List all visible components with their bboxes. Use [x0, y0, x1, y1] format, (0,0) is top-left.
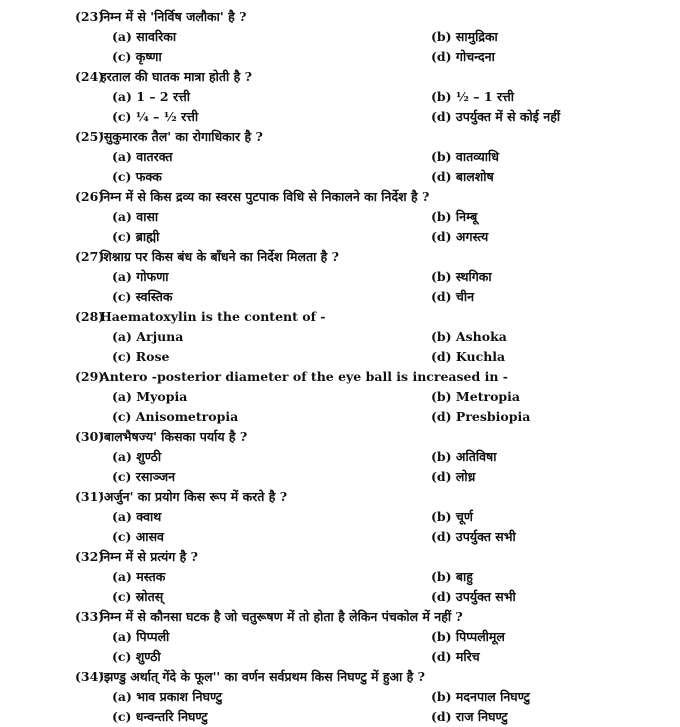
question-number: (26)	[75, 189, 105, 204]
answer-option: (a) गोफणा	[112, 269, 169, 284]
option-row	[0, 507, 680, 527]
answer-option: (d) गोचन्दना	[431, 49, 495, 64]
question-row	[0, 607, 680, 627]
answer-option: (d) उपर्युक्त सभी	[431, 589, 516, 604]
question-block	[0, 307, 680, 367]
option-row	[0, 167, 680, 187]
question-block	[0, 247, 680, 307]
answer-option: (b) स्थगिका	[431, 269, 492, 284]
answer-option: (a) Arjuna	[112, 329, 184, 344]
question-number: (24)	[75, 69, 105, 84]
question-text: Haematoxylin is the content of -	[100, 309, 326, 324]
question-block	[0, 667, 680, 727]
answer-option: (a) वासा	[112, 209, 159, 224]
question-row	[0, 7, 680, 27]
question-text: निम्न में से कौनसा घटक है जो चतुरूषण में तो होता है लेकिन पंचकोल में नहीं ?	[100, 609, 463, 624]
answer-option: (c) रसाञ्जन	[112, 469, 176, 484]
question-number: (30)	[75, 429, 105, 444]
answer-option: (b) Metropia	[431, 389, 520, 404]
answer-option: (d) उपर्युक्त सभी	[431, 529, 516, 544]
question-row	[0, 307, 680, 327]
answer-option: (b) निम्बू	[431, 209, 478, 224]
question-row	[0, 247, 680, 267]
answer-option: (a) क्वाथ	[112, 509, 162, 524]
question-text: शिश्नाग्र पर किस बंध के बाँधने का निर्देश मिलता है ?	[100, 249, 339, 264]
question-row	[0, 427, 680, 447]
option-row	[0, 347, 680, 367]
answer-option: (c) शुण्ठी	[112, 649, 161, 664]
question-block	[0, 67, 680, 127]
question-row	[0, 187, 680, 207]
option-row	[0, 227, 680, 247]
answer-option: (b) Ashoka	[431, 329, 507, 344]
answer-option: (a) मस्तक	[112, 569, 166, 584]
question-list	[0, 7, 680, 727]
question-row	[0, 127, 680, 147]
question-number: (33)	[75, 609, 105, 624]
option-row	[0, 287, 680, 307]
answer-option: (d) अगस्त्य	[431, 229, 489, 244]
answer-option: (a) Myopia	[112, 389, 188, 404]
option-row	[0, 147, 680, 167]
question-number: (23)	[75, 9, 105, 24]
answer-option: (a) पिप्पली	[112, 629, 170, 644]
answer-option: (b) पिप्पलीमूल	[431, 629, 505, 644]
option-row	[0, 87, 680, 107]
question-text: निम्न में से 'निर्विष जलौका' है ?	[100, 9, 247, 24]
question-number: (27)	[75, 249, 105, 264]
question-text: 'अर्जुन' का प्रयोग किस रूप में करते है ?	[100, 489, 288, 504]
question-block	[0, 7, 680, 67]
question-row	[0, 487, 680, 507]
question-row	[0, 367, 680, 387]
answer-option: (d) Presbiopia	[431, 409, 531, 424]
answer-option: (a) शुण्ठी	[112, 449, 162, 464]
answer-option: (c) ¼ – ½ रत्ती	[112, 109, 199, 124]
answer-option: (c) स्रोतस्	[112, 589, 164, 604]
option-row	[0, 467, 680, 487]
question-number: (25)	[75, 129, 105, 144]
question-block	[0, 547, 680, 607]
option-row	[0, 647, 680, 667]
option-row	[0, 267, 680, 287]
answer-option: (d) लोध्र	[431, 469, 476, 484]
answer-option: (c) ब्राह्मी	[112, 229, 160, 244]
question-block	[0, 607, 680, 667]
question-number: (34)	[75, 669, 105, 684]
answer-option: (c) कृष्णा	[112, 49, 162, 64]
option-row	[0, 687, 680, 707]
option-row	[0, 47, 680, 67]
question-block	[0, 427, 680, 487]
answer-option: (a) भाव प्रकाश निघण्टु	[112, 689, 223, 704]
answer-option: (b) सामुद्रिका	[431, 29, 498, 44]
option-row	[0, 707, 680, 727]
question-number: (29)	[75, 369, 105, 384]
question-number: (28)	[75, 309, 105, 324]
question-row	[0, 67, 680, 87]
answer-option: (b) बाहु	[431, 569, 473, 584]
answer-option: (c) फक्क	[112, 169, 162, 184]
answer-option: (b) वातव्याधि	[431, 149, 499, 164]
answer-option: (c) स्वस्तिक	[112, 289, 173, 304]
option-row	[0, 107, 680, 127]
answer-option: (b) ½ – 1 रत्ती	[431, 89, 514, 104]
question-text: निम्न में से किस द्रव्य का स्वरस पुटपाक विधि से निकालने का निर्देश है ?	[100, 189, 430, 204]
question-number: (31)	[75, 489, 105, 504]
answer-option: (d) राज निघण्टु	[431, 709, 508, 724]
question-row	[0, 547, 680, 567]
question-block	[0, 367, 680, 427]
answer-option: (d) उपर्युक्त में से कोई नहीं	[431, 109, 561, 124]
option-row	[0, 207, 680, 227]
option-row	[0, 567, 680, 587]
option-row	[0, 27, 680, 47]
question-text: Antero -posterior diameter of the eye ball is increased in -	[100, 369, 508, 384]
question-number: (32)	[75, 549, 105, 564]
question-block	[0, 187, 680, 247]
question-text: निम्न में से प्रत्यंग है ?	[100, 549, 198, 564]
option-row	[0, 527, 680, 547]
answer-option: (c) आसव	[112, 529, 164, 544]
question-text: हरताल की घातक मात्रा होती है ?	[100, 69, 252, 84]
option-row	[0, 387, 680, 407]
answer-option: (d) Kuchla	[431, 349, 506, 364]
answer-option: (d) बालशोष	[431, 169, 494, 184]
option-row	[0, 407, 680, 427]
answer-option: (c) Rose	[112, 349, 170, 364]
question-block	[0, 127, 680, 187]
question-text: 'सुकुमारक तैल' का रोगाधिकार है ?	[100, 129, 263, 144]
option-row	[0, 327, 680, 347]
question-block	[0, 487, 680, 547]
answer-option: (b) अतिविषा	[431, 449, 497, 464]
answer-option: (a) वातरक्त	[112, 149, 173, 164]
answer-option: (d) चीन	[431, 289, 475, 304]
answer-option: (a) सावरिका	[112, 29, 177, 44]
question-text: 'बालभैषज्य' किसका पर्याय है ?	[100, 429, 248, 444]
answer-option: (d) मरिच	[431, 649, 480, 664]
answer-option: (c) धन्वन्तरि निघण्टु	[112, 709, 208, 724]
question-text: 'झण्डु अर्थात् गेंदे के फूल'' का वर्णन सर्वप्रथम किस निघण्टु में हुआ है ?	[100, 669, 425, 684]
answer-option: (a) 1 – 2 रत्ती	[112, 89, 190, 104]
question-row	[0, 667, 680, 687]
option-row	[0, 627, 680, 647]
answer-option: (b) चूर्ण	[431, 509, 473, 524]
answer-option: (b) मदनपाल निघण्टु	[431, 689, 530, 704]
answer-option: (c) Anisometropia	[112, 409, 239, 424]
option-row	[0, 587, 680, 607]
option-row	[0, 447, 680, 467]
